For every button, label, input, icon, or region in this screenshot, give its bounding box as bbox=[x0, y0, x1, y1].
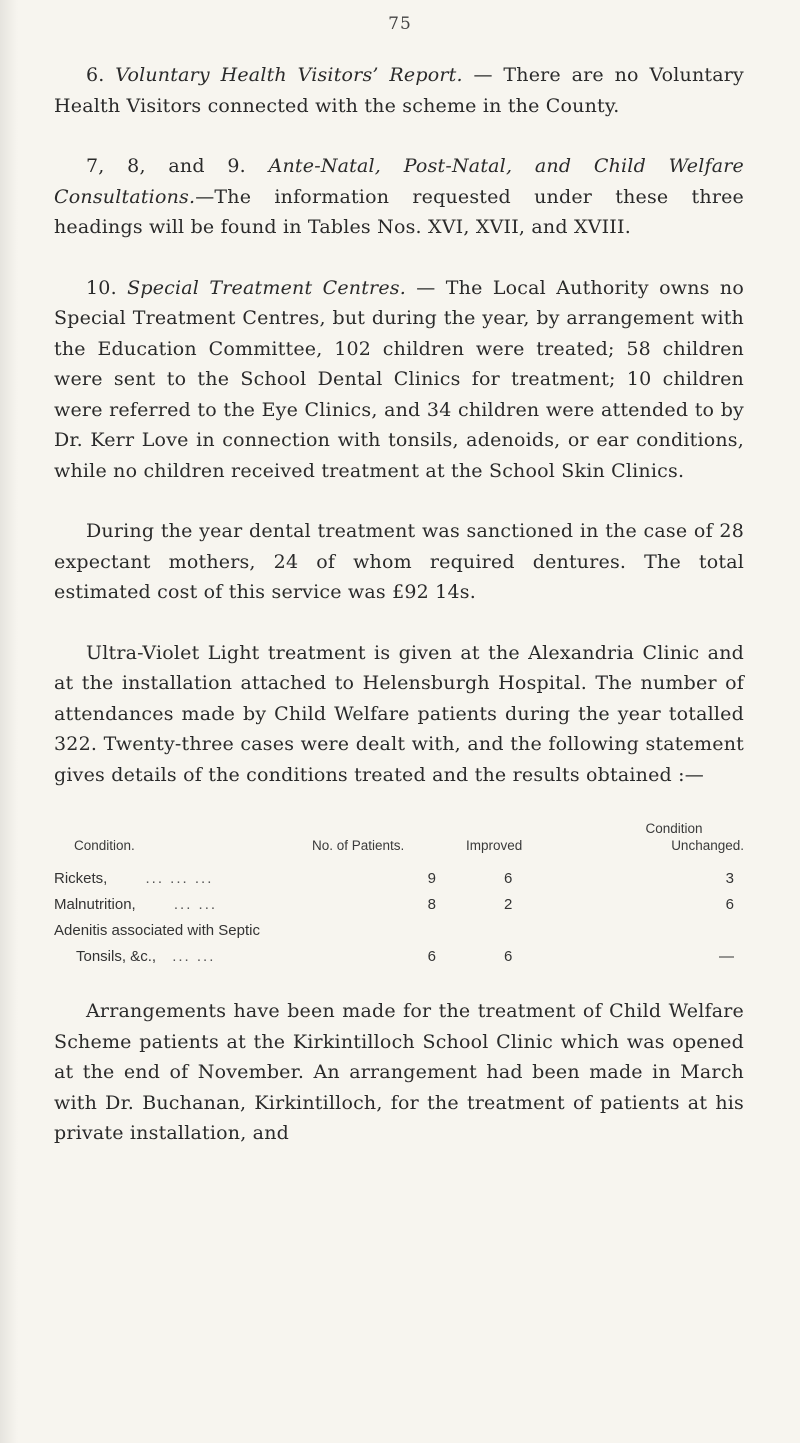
paragraph-7-8-9 bbox=[54, 151, 744, 243]
header-condition: Condition. bbox=[74, 838, 135, 853]
row-patients: 6 bbox=[427, 948, 436, 965]
row-improved: 6 bbox=[504, 948, 513, 965]
row-condition: Adenitis associated with Septic bbox=[54, 922, 260, 939]
paragraph-10-number: 10. bbox=[86, 276, 117, 299]
header-unchanged-line1: Condition bbox=[645, 821, 703, 836]
row-condition: Tonsils, &c., bbox=[76, 948, 157, 965]
table-header bbox=[54, 820, 744, 854]
paragraph-6-text: — There are no Voluntary Health Visitors connected with the scheme in the County. bbox=[54, 64, 744, 117]
row-unchanged: 3 bbox=[725, 870, 734, 887]
paragraph-10-text: — The Local Authority owns no Special Treatment Centres, but during the year, by arrangement with the Education Committee, 102 children were treated; 58 children were sent to the School Dental Clinics for treatment; 10 children were referred to the Eye Clinics, and 34 children were attended to by Dr. Kerr Love in connection with tonsils, adenoids, or ear conditions, while no children received treatment at the School Skin Clinics. bbox=[54, 276, 744, 482]
paragraph-ultraviolet: Ultra-Violet Light treatment is given at the Alexandria Clinic and at the installation attached to Helensburgh Hospital. The number of attendances made by Child Welfare patients during the year totalled 322. Twenty-three cases were dealt with, and the following statement gives details of the conditions treated and the results obtained :— bbox=[54, 641, 744, 786]
row-improved: 2 bbox=[504, 896, 513, 913]
row-patients: 9 bbox=[427, 870, 436, 887]
paragraph-6-number: 6. bbox=[86, 64, 105, 86]
row-improved: 6 bbox=[504, 870, 513, 887]
page-content bbox=[54, 60, 744, 1179]
table-row bbox=[54, 866, 744, 892]
row-condition: Malnutrition, bbox=[54, 896, 136, 913]
table-row bbox=[54, 944, 744, 970]
header-patients: No. of Patients. bbox=[312, 838, 405, 853]
table-row bbox=[54, 892, 744, 918]
paragraph-7-text: —The information requested under these three headings will be found in Tables Nos. XVI, XVII, and XVIII. bbox=[54, 185, 744, 238]
page-edge-shadow bbox=[0, 0, 18, 1443]
row-dots: ... ... bbox=[173, 896, 218, 913]
header-unchanged-line2: Unchanged. bbox=[671, 838, 744, 853]
paragraph-7-number: 7, 8, and 9. bbox=[86, 155, 246, 177]
paragraph-10-title: Special Treatment Centres. bbox=[127, 276, 406, 299]
row-condition: Rickets, bbox=[54, 870, 108, 887]
row-dots: ... ... ... bbox=[145, 870, 214, 887]
page-number: 75 bbox=[388, 14, 412, 34]
paragraph-dental: During the year dental treatment was sanctioned in the case of 28 expectant mothers, 24 of whom required dentures. The total estimated cost of this service was £92 14s. bbox=[54, 520, 744, 603]
paragraph-10 bbox=[54, 273, 744, 487]
paragraph-6 bbox=[54, 60, 744, 121]
row-dots: ... ... bbox=[172, 948, 216, 965]
conditions-table bbox=[54, 820, 744, 970]
header-improved: Improved bbox=[466, 838, 523, 853]
row-unchanged: 6 bbox=[725, 896, 734, 913]
row-unchanged: — bbox=[719, 948, 734, 965]
header-unchanged bbox=[604, 820, 744, 854]
row-patients: 8 bbox=[427, 896, 436, 913]
table-row bbox=[54, 918, 744, 944]
paragraph-7-title: Ante-Natal, Post-Natal, and Child Welfare Consultations. bbox=[54, 155, 744, 208]
paragraph-6-title: Voluntary Health Visitors’ Report. bbox=[115, 64, 463, 86]
paragraph-arrangements: Arrangements have been made for the treatment of Child Welfare Scheme patients at the Kirkintilloch School Clinic which was opened at the end of November. An arrangement had been made in March with Dr. Buchanan, Kirkintilloch, for the treatment of patients at his private installation, and bbox=[54, 1000, 744, 1144]
